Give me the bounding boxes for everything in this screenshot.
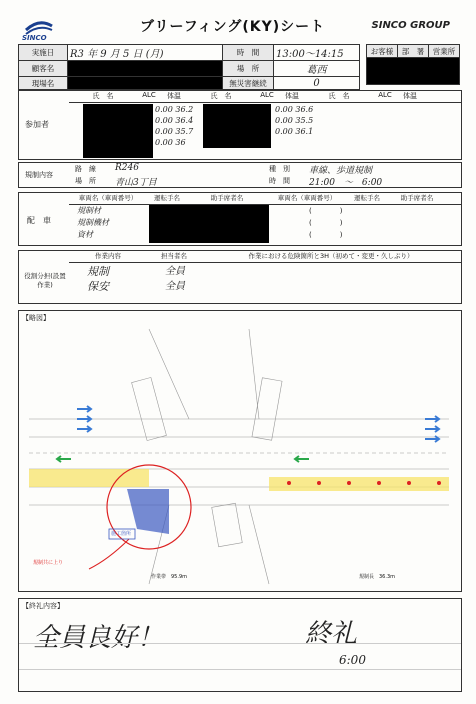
participant-names-redacted [203, 104, 271, 148]
site-redacted [68, 77, 223, 90]
participant-reading: 0.00 35.7 [155, 127, 194, 136]
assistant-header: 助手席者名 [400, 194, 434, 202]
participants-section [18, 90, 462, 160]
sinco-logo [22, 16, 56, 44]
temp-header: 体温 [285, 92, 299, 100]
remarks-right: 終礼 [305, 619, 358, 649]
info-table [18, 44, 360, 90]
sinco-logo-icon [22, 16, 56, 36]
dept-label: 部 署 [398, 45, 429, 58]
assignee-item: 全員 [165, 281, 185, 292]
type-value: 車線、歩道規制 [309, 166, 373, 176]
client-redacted [68, 61, 223, 77]
vehicle-item: 規制材 [77, 206, 101, 215]
header [0, 10, 476, 46]
remarks-label: 【終礼内容】 [22, 602, 64, 610]
vehicle-name-header: 車両名（車両番号） [277, 194, 337, 202]
accident-label: 無災害継続 [223, 77, 274, 90]
road-diagram [19, 319, 459, 589]
assignee-header: 担当者名 [161, 252, 187, 260]
logo-text: SINCO [22, 34, 47, 42]
vehicle-list-2 [309, 205, 342, 241]
office-label: お客様 [367, 45, 398, 58]
route-value: R246 [115, 163, 139, 173]
work-zone-right [269, 477, 449, 491]
sales-label: 営業所 [429, 45, 460, 58]
alc-header: ALC [260, 91, 274, 99]
group-logo: SINCO GROUP [371, 20, 450, 31]
remarks-rule [19, 643, 461, 644]
roles-label: 役割分担(設置作業) [24, 272, 66, 289]
participant-reading: 0.00 36.6 [275, 105, 314, 114]
diagram-scale-1: 作業帯 95.9m [151, 574, 188, 580]
regulation-section [18, 162, 462, 188]
diagram-section [18, 310, 462, 592]
client-redacted-block [367, 58, 460, 85]
vehicle-item: 規制機材 [77, 218, 109, 227]
vehicle-item: ( ) [309, 231, 343, 239]
diagram-scale-2: 規制長 36.3m [359, 574, 396, 580]
remarks-rule [19, 669, 461, 670]
vehicle-item: ( ) [309, 207, 343, 215]
time-label: 時 間 [223, 45, 274, 61]
client-table [366, 44, 460, 85]
task-item: 保安 [87, 280, 109, 293]
page-title: ブリーフィング(KY)シート [140, 19, 326, 35]
client-label: 顧客名 [19, 61, 68, 77]
name-header: 氏 名 [328, 92, 350, 100]
vehicles-section [18, 192, 462, 246]
participants-header-row [69, 91, 461, 103]
vehicle-item: ( ) [309, 219, 343, 227]
accident-value: 0 [274, 77, 360, 90]
vehicles-header-row [69, 193, 461, 205]
location-label: 場 所 [75, 177, 96, 185]
reg-time-label: 時 間 [269, 177, 290, 185]
alc-header: ALC [142, 91, 156, 99]
reg-time-value: 21:00 ～ 6:00 [309, 178, 383, 188]
regulation-label: 規制内容 [25, 171, 53, 179]
work-zone-left [29, 469, 149, 487]
traffic-arrows [57, 406, 439, 462]
alc-header: ALC [378, 91, 392, 99]
place-value: 葛西 [274, 61, 360, 77]
participant-reading: 0.00 36 [155, 138, 186, 147]
place-label: 場 所 [223, 61, 274, 77]
date-label: 実施日 [19, 45, 68, 61]
site-label: 現場名 [19, 77, 68, 90]
time-value: 13:00～14:15 [274, 45, 360, 61]
assignee-item: 全員 [165, 266, 185, 277]
remarks-time: 6:00 [339, 653, 366, 667]
leader-line [89, 539, 129, 569]
drivers-redacted [149, 205, 269, 243]
driver-header: 運転手名 [154, 194, 180, 202]
route-label: 路 線 [75, 165, 96, 173]
name-header: 氏 名 [92, 92, 114, 100]
diagram-note-2: 規制共に上り [33, 560, 64, 566]
hazard-header: 作業における危険箇所と3H（初めて・変更・久しぶり） [248, 252, 414, 260]
temp-header: 体温 [167, 92, 181, 100]
participant-reading: 0.00 36.4 [155, 116, 194, 125]
participants-col2 [275, 104, 313, 137]
temp-header: 体温 [403, 92, 417, 100]
assistant-header: 助手席者名 [210, 194, 244, 202]
vehicle-list [77, 205, 109, 241]
task-item: 規制 [87, 265, 109, 278]
participants-col1 [155, 104, 193, 148]
work-area [127, 489, 169, 534]
remarks-left: 全員良好！ [33, 623, 164, 653]
remarks-section [18, 598, 462, 692]
roles-tasks [87, 264, 109, 294]
vehicle-item: 資材 [77, 230, 93, 239]
participant-reading: 0.00 35.5 [275, 116, 314, 125]
location-value: 青山3丁目 [115, 178, 157, 188]
participant-names-redacted [83, 104, 153, 158]
vehicles-label: 配 車 [27, 216, 51, 225]
diagram-label: 【略図】 [22, 314, 50, 322]
date-value: R3 年 9 月 5 日 (月) [68, 45, 223, 61]
roles-assignees [165, 264, 185, 294]
roles-header-row [69, 251, 461, 263]
task-header: 作業内容 [95, 252, 121, 260]
vehicle-name-header: 車両名（車両番号） [78, 194, 138, 202]
participants-label: 参加者 [25, 120, 49, 129]
roles-section [18, 250, 462, 304]
participant-reading: 0.00 36.1 [275, 127, 314, 136]
diagram-note-1: 施工箇所 [111, 531, 132, 537]
type-label: 種 別 [269, 165, 290, 173]
name-header: 氏 名 [210, 92, 232, 100]
driver-header: 運転手名 [354, 194, 380, 202]
participant-reading: 0.00 36.2 [155, 105, 194, 114]
